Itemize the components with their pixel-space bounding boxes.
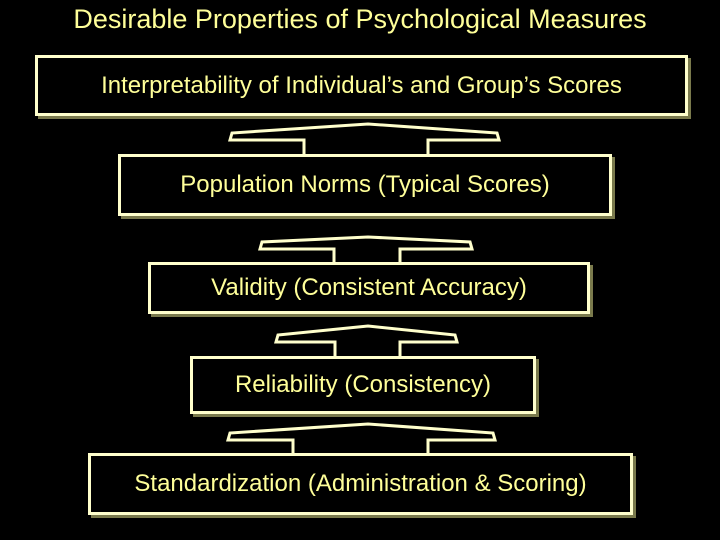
level-box-population-norms: [118, 154, 612, 216]
connector-1: [230, 124, 499, 154]
level-box-interpretability: [35, 55, 688, 116]
connector-3: [276, 326, 457, 356]
level-box-reliability: [190, 356, 536, 414]
level-label-reliability: Reliability (Consistency): [234, 371, 492, 398]
level-label-population-norms: Population Norms (Typical Scores): [180, 171, 550, 198]
level-label-interpretability: Interpretability of Individual’s and Group’s Scores: [101, 71, 622, 99]
connector-2: [260, 237, 472, 262]
level-box-standardization: [88, 453, 633, 515]
level-label-validity: Validity (Consistent Accuracy): [211, 274, 527, 301]
connector-4: [228, 424, 495, 453]
slide-title: Desirable Properties of Psychological Measures: [73, 4, 647, 34]
level-box-validity: [148, 262, 590, 314]
level-label-standardization: Standardization (Administration & Scoring): [134, 470, 587, 497]
